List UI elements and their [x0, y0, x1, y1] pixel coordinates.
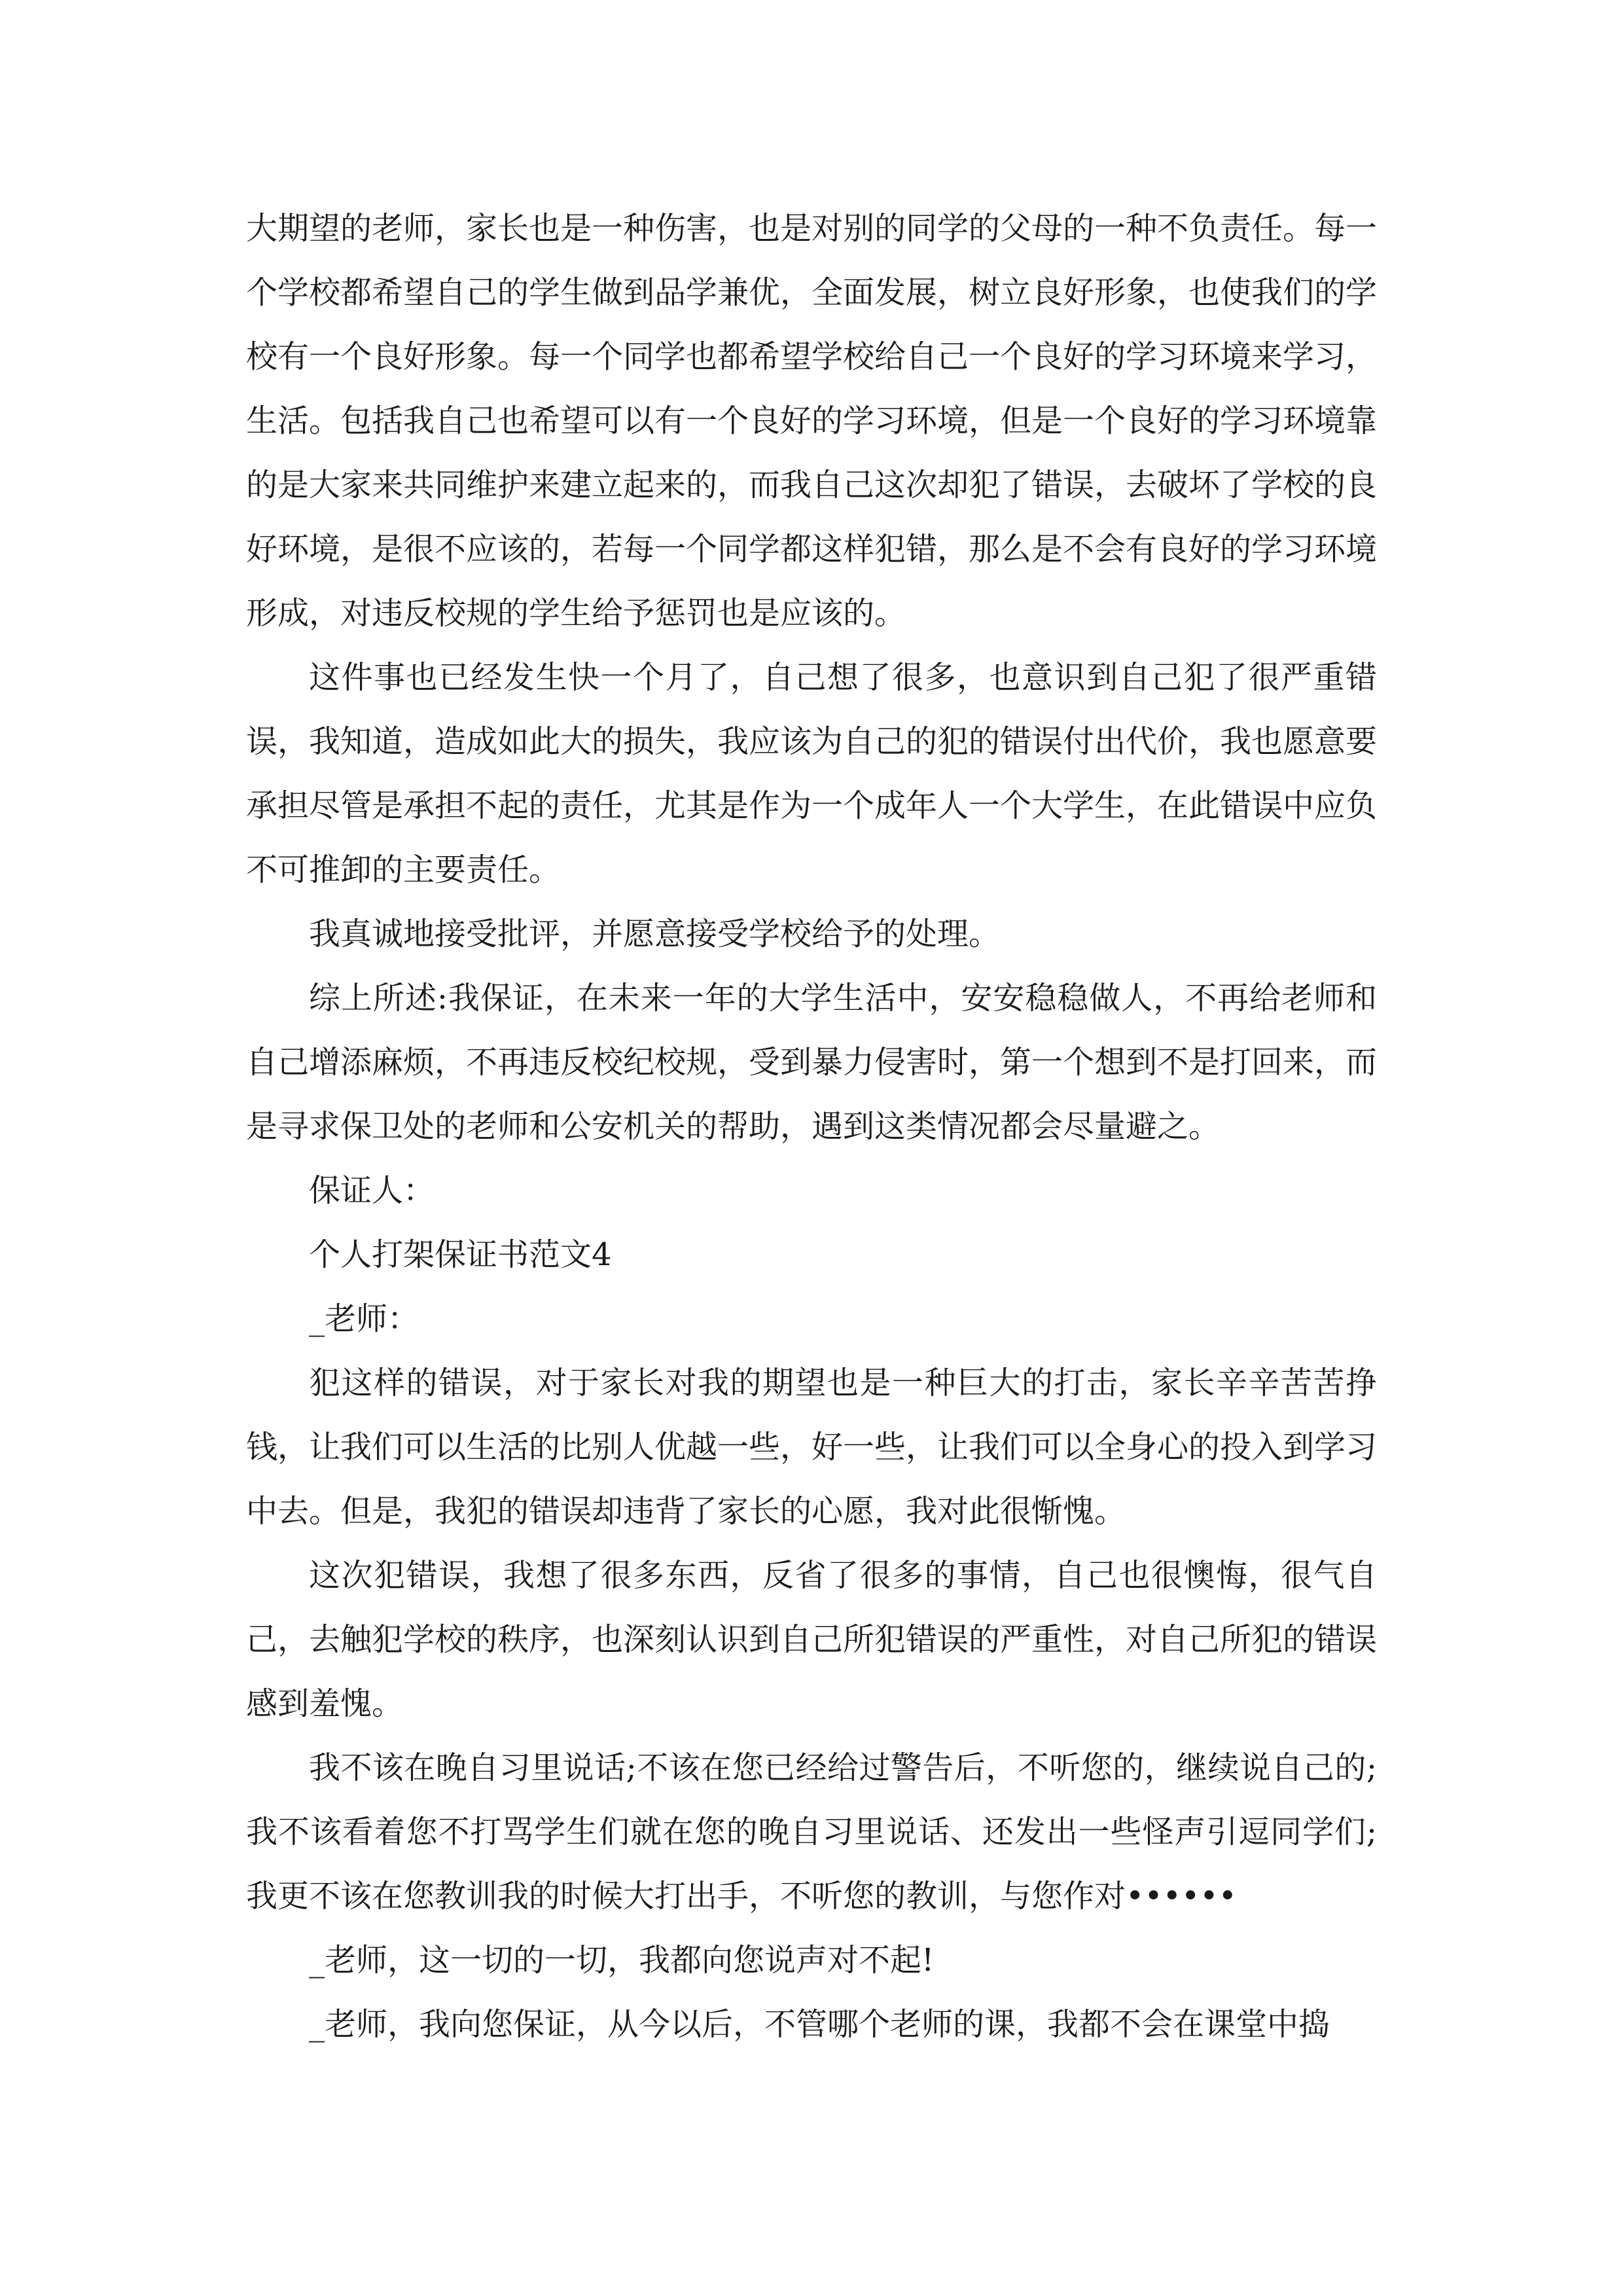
- section-title: 个人打架保证书范文4: [309, 1236, 612, 1273]
- guarantor-line: 保证人：: [309, 1172, 435, 1209]
- paragraph: _老师，这一切的一切，我都向您说声对不起!: [309, 1942, 935, 1979]
- salutation: _老师：: [309, 1300, 419, 1337]
- paragraph: _老师，我向您保证，从今以后，不管哪个老师的课，我都不会在课堂中捣: [309, 2006, 1330, 2043]
- paragraph: 综上所述:我保证，在未来一年的大学生活中，安安稳稳做人，不再给老师和自己增添麻烦，不再违反校纪校规，受到暴力侵害时，第一个想到不是打回来，而是寻求保卫处的老师和公安机关的帮助，遇到这类情况都会尽量避之。: [246, 980, 1378, 1145]
- paragraph: 大期望的老师，家长也是一种伤害，也是对别的同学的父母的一种不负责任。每一个学校都希望自己的学生做到品学兼优，全面发展，树立良好形象，也使我们的学校有一个良好形象。每一个同学也都希望学校给自己一个良好的学习环境来学习，生活。包括我自己也希望可以有一个良好的学习环境，但是一个良好的学习环境靠的是大家来共同维护来建立起来的，而我自己这次却犯了错误，去破坏了学校的良好环境，是很不应该的，若每一个同学都这样犯错，那么是不会有良好的学习环境形成，对违反校规的学生给予惩罚也是应该的。: [246, 210, 1378, 632]
- document-body: [246, 196, 1377, 2056]
- paragraph: 这件事也已经发生快一个月了，自己想了很多，也意识到自己犯了很严重错误，我知道，造成如此大的损失，我应该为自己的犯的错误付出代价，我也愿意要承担尽管是承担不起的责任，尤其是作为一个成年人一个大学生，在此错误中应负不可推卸的主要责任。: [246, 659, 1378, 888]
- paragraph: 犯这样的错误，对于家长对我的期望也是一种巨大的打击，家长辛辛苦苦挣钱，让我们可以生活的比别人优越一些，好一些，让我们可以全身心的投入到学习中去。但是，我犯的错误却违背了家长的心愿，我对此很惭愧。: [246, 1365, 1378, 1530]
- paragraph: 这次犯错误，我想了很多东西，反省了很多的事情，自己也很懊悔，很气自己，去触犯学校的秩序，也深刻认识到自己所犯错误的严重性，对自己所犯的错误感到羞愧。: [246, 1557, 1378, 1722]
- paragraph: 我真诚地接受批评，并愿意接受学校给予的处理。: [309, 916, 1001, 952]
- paragraph: 我不该在晚自习里说话;不该在您已经给过警告后，不听您的，继续说自己的;我不该看着您不打骂学生们就在您的晚自习里说话、还发出一些怪声引逗同学们;我更不该在您教训我的时候大打出手，不听您的教训，与您作对••••••: [246, 1749, 1377, 1914]
